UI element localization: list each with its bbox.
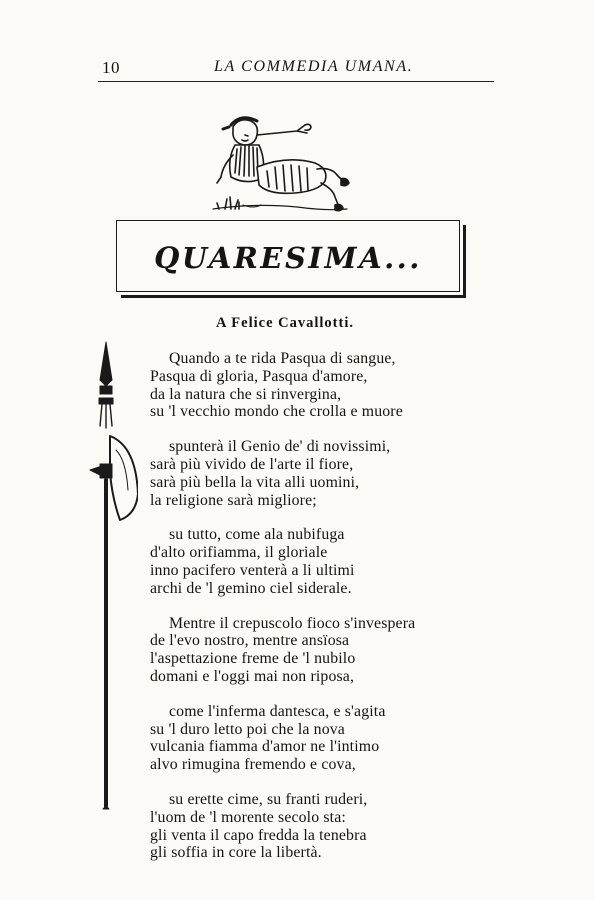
stanza: [150, 526, 470, 597]
poem-line: da la natura che si rinvergina,: [150, 385, 342, 403]
poem-line: gli soffia in core la libertà.: [150, 844, 322, 862]
poem-line: d'alto orifiamma, il gloriale: [150, 544, 328, 562]
page-header: [102, 58, 492, 80]
reclining-figure-vignette: [205, 105, 365, 223]
poem-body: [150, 350, 470, 879]
title-frame: [116, 220, 460, 292]
poem-line: su erette cime, su franti ruderi,: [169, 790, 368, 808]
poem-line: su tutto, come ala nubifuga: [169, 526, 345, 544]
stanza: [150, 791, 470, 862]
stanza: [150, 615, 470, 686]
dedication: A Felice Cavallotti.: [216, 315, 354, 331]
poem-line: domani e l'oggi mai non riposa,: [150, 667, 355, 685]
running-title: LA COMMEDIA UMANA.: [214, 58, 414, 75]
poem-line: Quando a te rida Pasqua di sangue,: [169, 350, 396, 367]
poem-line: gli venta il capo fredda la tenebra: [150, 826, 367, 844]
stanza: [150, 350, 470, 421]
stanza: [150, 438, 470, 509]
poem-line: Pasqua di gloria, Pasqua d'amore,: [150, 367, 368, 385]
halberd-ornament: [86, 340, 138, 810]
poem-title: QUARESIMA...: [154, 241, 422, 275]
poem-line: l'aspettazione freme de 'l nubilo: [150, 650, 356, 668]
poem-line: archi de 'l gemino ciel siderale.: [150, 579, 352, 597]
poem-line: come l'inferma dantesca, e s'agita: [169, 702, 386, 720]
poem-line: la religione sarà migliore;: [150, 491, 317, 509]
poem-line: alvo rimugina fremendo e cova,: [150, 756, 356, 774]
poem-line: l'uom de 'l morente secolo sta:: [150, 808, 346, 826]
poem-line: Mentre il crepuscolo fioco s'invespera: [169, 614, 416, 632]
page-number: 10: [102, 58, 120, 77]
poem-line: sarà più vivido de l'arte il fiore,: [150, 455, 354, 473]
header-rule: [98, 81, 494, 82]
poem-line: vulcania fiamma d'amor ne l'intimo: [150, 738, 380, 756]
poem-line: sarà più bella la vita alli uomini,: [150, 473, 360, 491]
poem-line: inno pacifero venterà a li ultimi: [150, 561, 355, 579]
poem-line: su 'l vecchio mondo che crolla e muore: [150, 403, 403, 421]
poem-line: spunterà il Genio de' di novissimi,: [169, 438, 391, 456]
stanza: [150, 703, 470, 774]
poem-line: su 'l duro letto poi che la nova: [150, 720, 345, 738]
poem-line: de l'evo nostro, mentre ansïosa: [150, 632, 350, 650]
